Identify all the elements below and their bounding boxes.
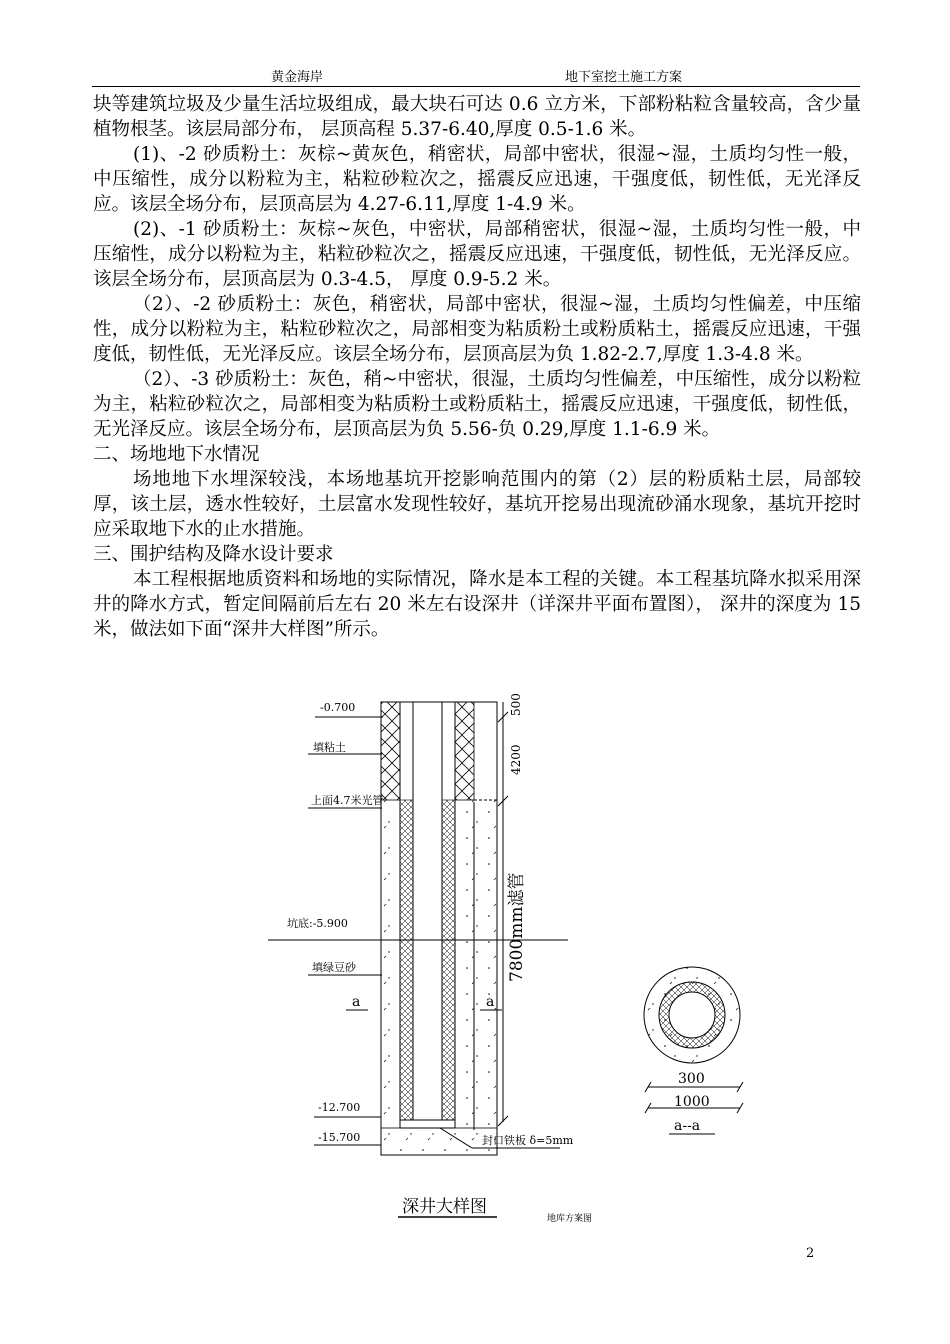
paragraph-4: （2）、-2 砂质粉土：灰色，稍密状，局部中密状，很湿~湿，土质均匀性偏差，中压缩性，成分以粉粒为主，粘粒砂粒次之，局部相变为粘质粉土或粉质粘土，摇震反应迅速，干强度低，韧性低，无光泽反应。该层全场分布，层顶高层为负 1.82-2.7,厚度 1.3-4.8 米。 [93,294,861,365]
paragraph-5: （2）、-3 砂质粉土：灰色，稍~中密状，很湿，土质均匀性偏差，中压缩性，成分以粉粒为主，粘粒砂粒次之，局部相变为粘质粉土或粉质粘土，摇震反应迅速，干强度低，韧性低，无光泽反应。该层全场分布，层顶高层为负 5.56-负 0.29,厚度 1.1-6.9 米。 [93,369,861,440]
dim-1000: 1000 [674,1094,710,1110]
section-mark-left: a [352,994,361,1010]
section-mark-right: a [486,994,495,1010]
elev-2-label: -15.700 [318,1131,361,1144]
header-left: 黄金海岸 [271,70,324,85]
dim-filter: 7800mm滤管 [507,872,527,982]
well-cross-section [644,967,740,1063]
elev-top-label: -0.700 [320,701,356,714]
paragraph-6: 场地地下水埋深较浅，本场地基坑开挖影响范围内的第（2）层的粉质粘土层，局部较厚，该土层，透水性较好，土层富水发现性较好，基坑开挖易出现流砂涌水现象，基坑开挖时应采取地下水的止水措施。 [93,469,861,540]
dim-500: 500 [509,693,523,716]
paragraph-1: 块等建筑垃圾及少量生活垃圾组成，最大块石可达 0.6 立方米，下部粉粘粒含量较高，含少量植物根茎。该层局部分布， 层顶高程 5.37-6.40,厚度 0.5-1.6 米。 [93,94,861,140]
dim-300: 300 [678,1071,705,1087]
header-right: 地下室挖土施工方案 [565,70,683,85]
section-heading-2: 二、场地地下水情况 [93,444,260,465]
pit-bottom-label: 坑底:-5.900 [287,917,348,930]
seal-plate-label: 封口铁板 δ=5mm [482,1134,574,1147]
paragraph-7: 本工程根据地质资料和场地的实际情况，降水是本工程的关键。本工程基坑降水拟采用深井的降水方式，暂定间隔前后左右 20 米左右设深井（详深井平面布置图）， 深井的深度为 15 米，做法如下面“深井大样图”所示。 [93,569,861,640]
drawing-title: 深井大样图 [402,1197,487,1217]
elev-1-label: -12.700 [318,1101,361,1114]
section-label: a--a [674,1118,701,1134]
well-section [381,702,497,1155]
paragraph-3: (2)、-1 砂质粉土：灰棕~灰色，中密状，局部稍密状，很湿~湿，土质均匀性一般，中压缩性，成分以粉粒为主，粘粒砂粒次之，摇震反应迅速，干强度低，韧性低，无光泽反应。该层全场分布，层顶高层为 0.3-4.5， 厚度 0.9-5.2 米。 [93,219,861,290]
paragraph-2: (1)、-2 砂质粉土：灰棕~黄灰色，稍密状，局部中密状，很湿~湿，土质均匀性一般，中压缩性，成分以粉粒为主，粘粒砂粒次之，摇震反应迅速，干强度低，韧性低，无光泽反应。该层全场分布，层顶高层为 4.27-6.11,厚度 1-4.9 米。 [93,144,861,215]
fill-clay-label: 填粘土 [313,741,346,754]
fill-sand-label: 填绿豆砂 [312,961,356,974]
page-number: 2 [806,1246,815,1261]
section-heading-3: 三、围护结构及降水设计要求 [93,544,334,565]
smooth-pipe-label: 上面4.7米光管 [311,794,384,807]
dim-4200: 4200 [509,744,523,775]
drawing-subtitle: 地库方案图 [547,1214,593,1224]
